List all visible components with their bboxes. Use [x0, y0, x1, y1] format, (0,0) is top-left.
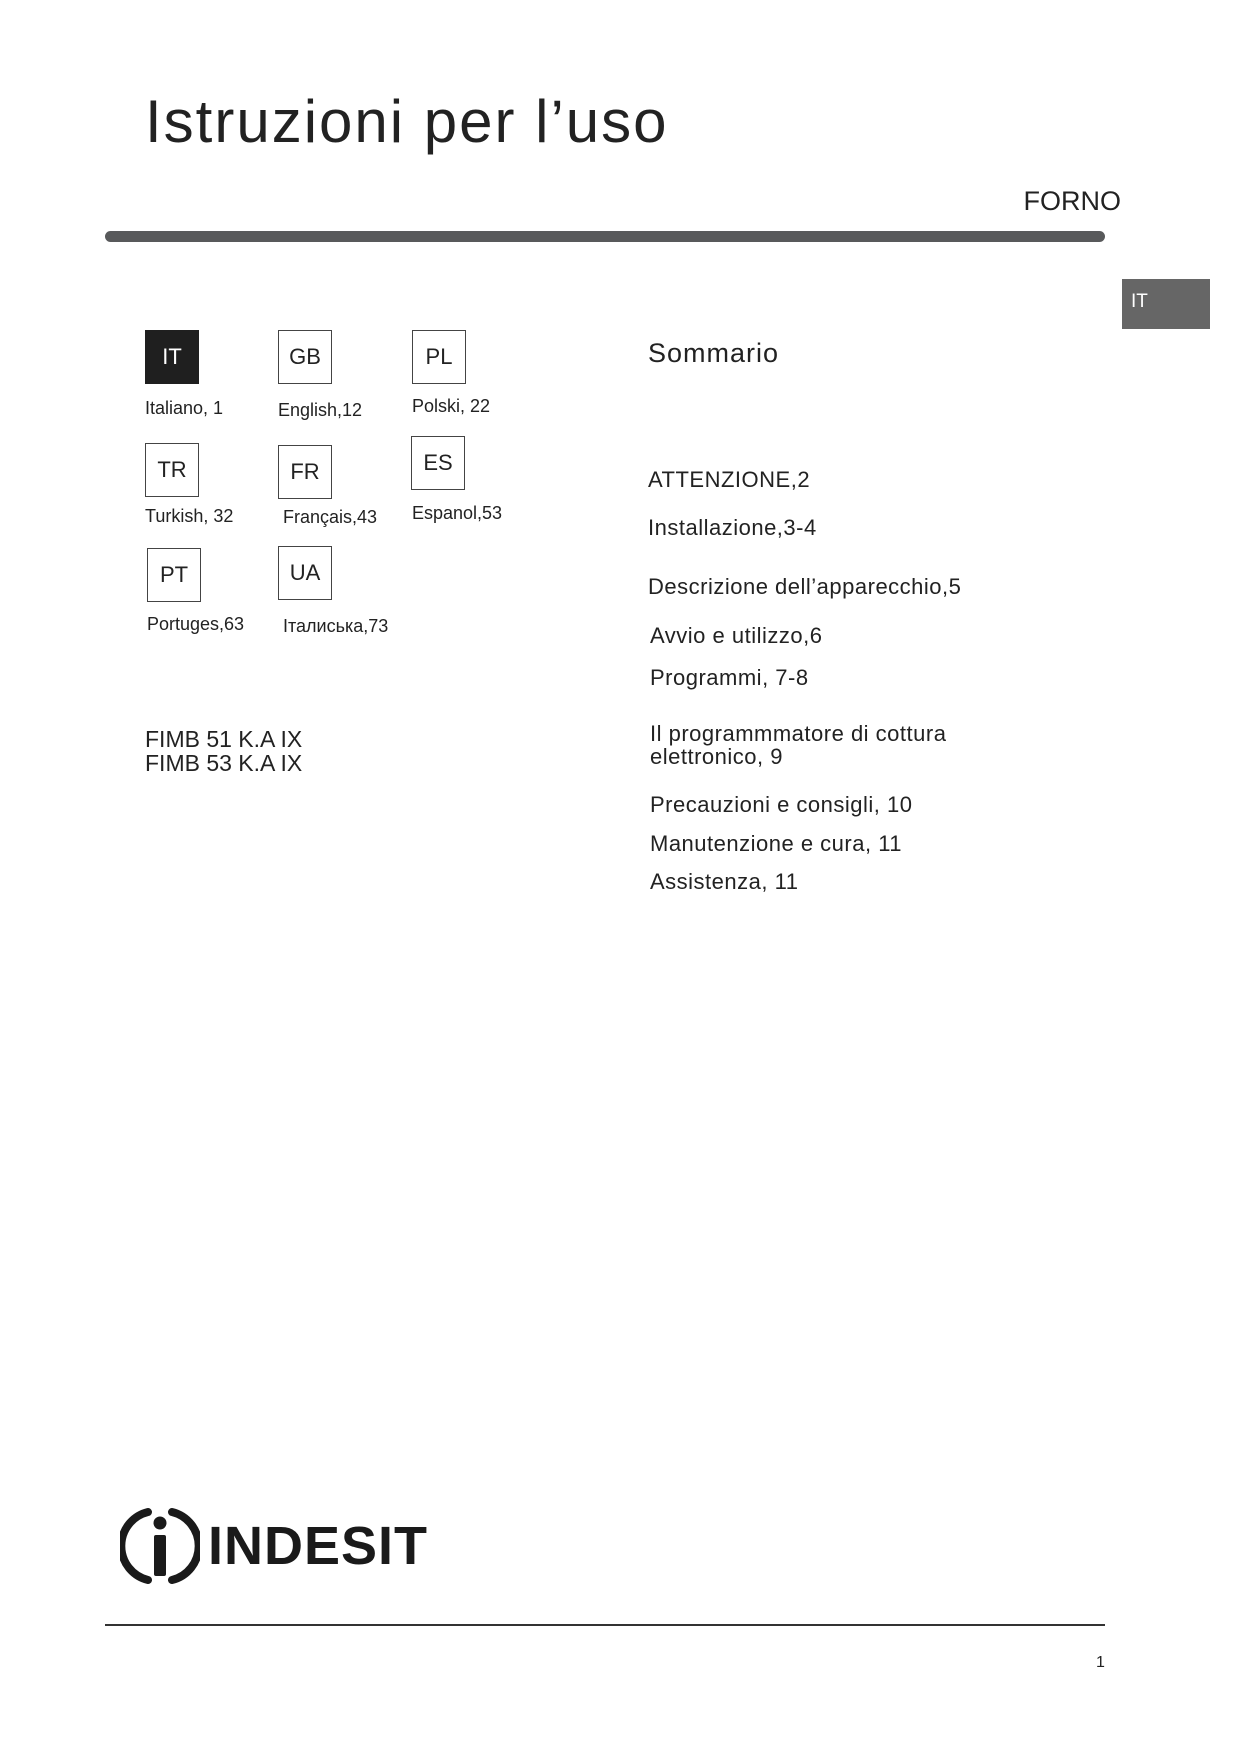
lang-code-it: IT — [145, 330, 199, 384]
toc-item-assistenza: Assistenza, 11 — [650, 869, 799, 894]
language-tab — [1122, 279, 1210, 329]
indesit-i-logo-icon — [120, 1506, 200, 1586]
lang-code-gb: GB — [278, 330, 332, 384]
lang-caption-gb: English,12 — [278, 400, 363, 420]
lang-code-ua: UA — [278, 546, 332, 600]
toc-item-programmi: Programmi, 7-8 — [650, 665, 809, 690]
lang-caption-pl: Polski, 22 — [412, 396, 491, 416]
model-number: FIMB 51 K.A IX — [145, 726, 303, 752]
contents-heading: Sommario — [648, 338, 780, 368]
lang-caption-it: Italiano, 1 — [145, 398, 224, 418]
toc-item-descrizione: Descrizione dell’apparecchio,5 — [648, 574, 962, 599]
toc-item-programmatore: Il programmmatore di cottura — [650, 721, 947, 746]
language-tab-label: IT — [1131, 291, 1148, 312]
lang-code-pl: PL — [412, 330, 466, 384]
lang-code-tr: TR — [145, 443, 199, 497]
page-number: 1 — [1096, 1654, 1105, 1671]
model-number: FIMB 53 K.A IX — [145, 750, 303, 776]
lang-code-es: ES — [411, 436, 465, 490]
toc-item-manutenzione: Manutenzione e cura, 11 — [650, 831, 903, 856]
lang-code-pt: PT — [147, 548, 201, 602]
toc-item-avvio: Avvio e utilizzo,6 — [650, 623, 823, 648]
product-type: FORNO — [1023, 186, 1121, 216]
lang-caption-es: Espanol,53 — [412, 503, 503, 523]
toc-item-precauzioni: Precauzioni e consigli, 10 — [650, 792, 913, 817]
lang-caption-fr: Français,43 — [283, 507, 378, 527]
document-title: Istruzioni per l’uso — [145, 88, 669, 155]
toc-item-installazione: Installazione,3-4 — [648, 515, 817, 540]
lang-caption-tr: Turkish, 32 — [145, 506, 234, 526]
brand-wordmark: INDESIT — [208, 1516, 429, 1576]
toc-item-attenzione: ATTENZIONE,2 — [648, 467, 811, 492]
model-numbers — [145, 727, 302, 775]
footer-divider — [105, 1624, 1105, 1626]
lang-caption-pt: Portuges,63 — [147, 614, 245, 634]
header-divider — [105, 231, 1105, 242]
lang-caption-ua: Італиська,73 — [283, 616, 389, 636]
toc-item-programmatore-cont: elettronico, 9 — [650, 744, 783, 769]
lang-code-fr: FR — [278, 445, 332, 499]
brand-logo — [120, 1510, 428, 1582]
